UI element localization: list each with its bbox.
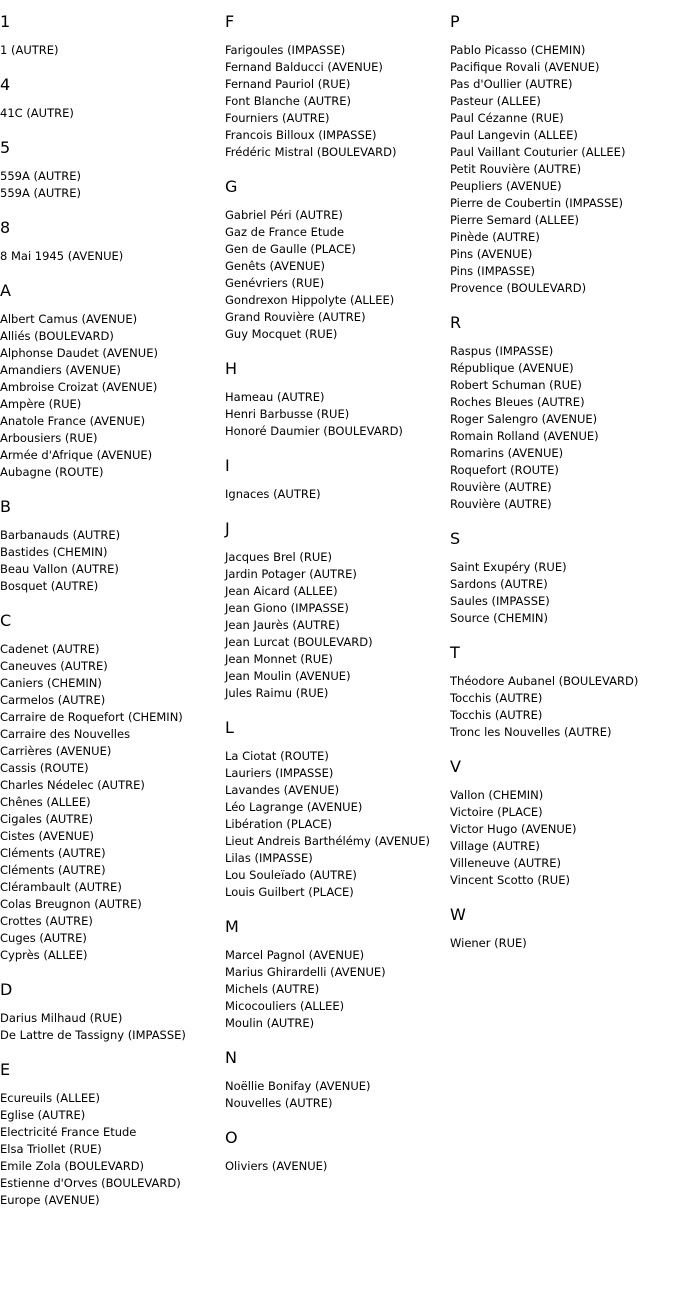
street-link[interactable]: Lilas (IMPASSE) bbox=[225, 851, 313, 865]
street-link[interactable]: Marius Ghirardelli (AVENUE) bbox=[225, 965, 386, 979]
street-link[interactable]: Honoré Daumier (BOULEVARD) bbox=[225, 424, 403, 438]
street-link[interactable]: Cistes (AVENUE) bbox=[0, 829, 94, 843]
letter-section bbox=[225, 1048, 450, 1112]
letter-heading: O bbox=[225, 1128, 238, 1147]
street-link[interactable]: Armée d'Afrique (AVENUE) bbox=[0, 448, 153, 462]
street-link[interactable]: Louis Guilbert (PLACE) bbox=[225, 885, 354, 899]
street-index-column-2 bbox=[225, 12, 450, 1191]
letter-heading: N bbox=[225, 1048, 237, 1067]
street-link[interactable]: 1 (AUTRE) bbox=[0, 43, 59, 57]
street-link[interactable]: Jacques Brel (RUE) bbox=[225, 550, 333, 564]
street-link[interactable]: De Lattre de Tassigny (IMPASSE) bbox=[0, 1028, 186, 1042]
letter-section bbox=[450, 529, 675, 627]
street-link[interactable]: Grand Rouvière (AUTRE) bbox=[225, 310, 366, 324]
street-link[interactable]: Rouvière (AUTRE) bbox=[450, 497, 552, 511]
street-link[interactable]: Pinède (AUTRE) bbox=[450, 230, 540, 244]
letter-section bbox=[0, 1060, 225, 1209]
street-link[interactable]: Carmelos (AUTRE) bbox=[0, 693, 106, 707]
letter-section bbox=[0, 611, 225, 964]
street-link[interactable]: Rouvière (AUTRE) bbox=[450, 480, 552, 494]
letter-section bbox=[450, 313, 675, 513]
street-link[interactable]: Anatole France (AVENUE) bbox=[0, 414, 146, 428]
street-link[interactable]: Tronc les Nouvelles (AUTRE) bbox=[450, 725, 612, 739]
street-link[interactable]: Léo Lagrange (AVENUE) bbox=[225, 800, 363, 814]
street-link[interactable]: Clérambault (AUTRE) bbox=[0, 880, 122, 894]
letter-heading: P bbox=[450, 12, 460, 31]
letter-section bbox=[0, 218, 225, 265]
letter-heading: A bbox=[0, 281, 11, 300]
letter-section bbox=[0, 12, 225, 59]
street-link[interactable]: Pins (AVENUE) bbox=[450, 247, 533, 261]
letter-heading: W bbox=[450, 905, 466, 924]
street-link[interactable]: 41C (AUTRE) bbox=[0, 106, 74, 120]
street-link[interactable]: Crottes (AUTRE) bbox=[0, 914, 93, 928]
street-link[interactable]: Pasteur (ALLEE) bbox=[450, 94, 541, 108]
letter-section bbox=[0, 75, 225, 122]
street-link[interactable]: Frédéric Mistral (BOULEVARD) bbox=[225, 145, 397, 159]
letter-heading: 5 bbox=[0, 138, 11, 157]
street-link[interactable]: Jean Lurcat (BOULEVARD) bbox=[225, 635, 373, 649]
street-link[interactable]: Ambroise Croizat (AVENUE) bbox=[0, 380, 158, 394]
street-link[interactable]: Colas Breugnon (AUTRE) bbox=[0, 897, 142, 911]
street-link[interactable]: Gondrexon Hippolyte (ALLEE) bbox=[225, 293, 395, 307]
street-link[interactable]: Jean Giono (IMPASSE) bbox=[225, 601, 349, 615]
street-link[interactable]: Ampère (RUE) bbox=[0, 397, 82, 411]
street-link[interactable]: Cuges (AUTRE) bbox=[0, 931, 87, 945]
street-link[interactable]: Estienne d'Orves (BOULEVARD) bbox=[0, 1176, 181, 1190]
street-link[interactable]: Alliés (BOULEVARD) bbox=[0, 329, 114, 343]
street-link[interactable]: Jardin Potager (AUTRE) bbox=[225, 567, 357, 581]
street-link[interactable]: Saules (IMPASSE) bbox=[450, 594, 550, 608]
letter-heading: F bbox=[225, 12, 235, 31]
street-link[interactable]: Jean Monnet (RUE) bbox=[225, 652, 333, 666]
letter-section bbox=[0, 497, 225, 595]
street-link[interactable]: La Ciotat (ROUTE) bbox=[225, 749, 329, 763]
letter-section bbox=[0, 138, 225, 202]
street-link[interactable]: Roger Salengro (AVENUE) bbox=[450, 412, 598, 426]
letter-heading: L bbox=[225, 718, 234, 737]
street-link[interactable]: Chênes (ALLEE) bbox=[0, 795, 91, 809]
street-link[interactable]: Lavandes (AVENUE) bbox=[225, 783, 340, 797]
street-link[interactable]: Arbousiers (RUE) bbox=[0, 431, 98, 445]
street-link[interactable]: Eglise (AUTRE) bbox=[0, 1108, 86, 1122]
street-index-column-3 bbox=[450, 12, 675, 968]
street-link[interactable]: République (AVENUE) bbox=[450, 361, 574, 375]
letter-section bbox=[450, 643, 675, 741]
street-link[interactable]: Albert Camus (AVENUE) bbox=[0, 312, 138, 326]
letter-section bbox=[0, 980, 225, 1044]
street-link[interactable]: Barbanauds (AUTRE) bbox=[0, 528, 121, 542]
letter-heading: B bbox=[0, 497, 11, 516]
street-link[interactable]: Pierre Semard (ALLEE) bbox=[450, 213, 579, 227]
street-link[interactable]: Micocouliers (ALLEE) bbox=[225, 999, 345, 1013]
street-link[interactable]: Ecureuils (ALLEE) bbox=[0, 1091, 100, 1105]
street-link[interactable]: Bosquet (AUTRE) bbox=[0, 579, 99, 593]
letter-section bbox=[225, 456, 450, 503]
street-link[interactable]: Caneuves (AUTRE) bbox=[0, 659, 108, 673]
letter-section bbox=[225, 1128, 450, 1175]
street-link[interactable]: Cigales (AUTRE) bbox=[0, 812, 94, 826]
street-link[interactable]: Europe (AVENUE) bbox=[0, 1193, 100, 1207]
letter-heading: V bbox=[450, 757, 461, 776]
street-link[interactable]: Petit Rouvière (AUTRE) bbox=[450, 162, 582, 176]
street-link[interactable]: Pins (IMPASSE) bbox=[450, 264, 536, 278]
street-link[interactable]: Caniers (CHEMIN) bbox=[0, 676, 102, 690]
street-index-column-1 bbox=[0, 12, 225, 1225]
street-link[interactable]: Aubagne (ROUTE) bbox=[0, 465, 104, 479]
street-link[interactable]: Guy Mocquet (RUE) bbox=[225, 327, 338, 341]
letter-section bbox=[450, 757, 675, 889]
letter-heading: E bbox=[0, 1060, 11, 1079]
letter-section bbox=[225, 917, 450, 1032]
street-link[interactable]: Pablo Picasso (CHEMIN) bbox=[450, 43, 586, 57]
street-link[interactable]: Moulin (AUTRE) bbox=[225, 1016, 315, 1030]
street-link[interactable]: Romain Rolland (AVENUE) bbox=[450, 429, 599, 443]
street-link[interactable]: Wiener (RUE) bbox=[450, 936, 527, 950]
street-link[interactable]: Victoire (PLACE) bbox=[450, 805, 543, 819]
street-link[interactable]: Jules Raimu (RUE) bbox=[225, 686, 329, 700]
letter-heading: J bbox=[225, 519, 230, 538]
street-link[interactable]: Farigoules (IMPASSE) bbox=[225, 43, 346, 57]
letter-heading: H bbox=[225, 359, 238, 378]
street-link[interactable]: Cassis (ROUTE) bbox=[0, 761, 89, 775]
street-link[interactable]: Lauriers (IMPASSE) bbox=[225, 766, 334, 780]
street-link[interactable]: Francois Billoux (IMPASSE) bbox=[225, 128, 377, 142]
letter-section bbox=[225, 177, 450, 343]
street-link[interactable]: Cadenet (AUTRE) bbox=[0, 642, 100, 656]
street-link[interactable]: Genévriers (RUE) bbox=[225, 276, 325, 290]
letter-heading: 1 bbox=[0, 12, 11, 31]
street-link[interactable]: Fernand Balducci (AVENUE) bbox=[225, 60, 383, 74]
street-link[interactable]: Nouvelles (AUTRE) bbox=[225, 1096, 333, 1110]
street-link[interactable]: Cléments (AUTRE) bbox=[0, 846, 106, 860]
letter-section bbox=[225, 12, 450, 161]
street-link[interactable]: Genêts (AVENUE) bbox=[225, 259, 326, 273]
street-link[interactable]: Gabriel Péri (AUTRE) bbox=[225, 208, 343, 222]
street-link[interactable]: Provence (BOULEVARD) bbox=[450, 281, 587, 295]
street-link[interactable]: Robert Schuman (RUE) bbox=[450, 378, 582, 392]
street-link[interactable]: Beau Vallon (AUTRE) bbox=[0, 562, 119, 576]
street-link[interactable]: Gen de Gaulle (PLACE) bbox=[225, 242, 356, 256]
street-link[interactable]: Alphonse Daudet (AVENUE) bbox=[0, 346, 158, 360]
street-link[interactable]: Jean Moulin (AVENUE) bbox=[225, 669, 351, 683]
street-link[interactable]: Saint Exupéry (RUE) bbox=[450, 560, 567, 574]
street-link[interactable]: Hameau (AUTRE) bbox=[225, 390, 325, 404]
letter-heading: 8 bbox=[0, 218, 11, 237]
street-link[interactable]: Lou Souleïado (AUTRE) bbox=[225, 868, 357, 882]
street-link[interactable]: Noëllie Bonifay (AVENUE) bbox=[225, 1079, 371, 1093]
street-link[interactable]: Paul Cézanne (RUE) bbox=[450, 111, 564, 125]
letter-section bbox=[225, 519, 450, 702]
street-link[interactable]: Amandiers (AVENUE) bbox=[0, 363, 121, 377]
street-link[interactable]: Pas d'Oullier (AUTRE) bbox=[450, 77, 573, 91]
letter-section bbox=[450, 905, 675, 952]
street-link[interactable]: Jean Aicard (ALLEE) bbox=[225, 584, 338, 598]
letter-section bbox=[450, 12, 675, 297]
street-link[interactable]: Michels (AUTRE) bbox=[225, 982, 320, 996]
letter-section bbox=[0, 281, 225, 481]
street-link[interactable]: Bastides (CHEMIN) bbox=[0, 545, 108, 559]
street-link[interactable]: Roquefort (ROUTE) bbox=[450, 463, 559, 477]
street-link[interactable]: Elsa Triollet (RUE) bbox=[0, 1142, 102, 1156]
street-link[interactable]: Peupliers (AVENUE) bbox=[450, 179, 562, 193]
street-link[interactable]: Carrières (AVENUE) bbox=[0, 744, 112, 758]
street-link[interactable]: 559A (AUTRE) bbox=[0, 169, 82, 183]
street-link[interactable]: Vallon (CHEMIN) bbox=[450, 788, 544, 802]
street-link[interactable]: Pacifique Rovali (AVENUE) bbox=[450, 60, 600, 74]
street-link[interactable]: Gaz de France Etude bbox=[225, 225, 345, 239]
street-link[interactable]: Roches Bleues (AUTRE) bbox=[450, 395, 585, 409]
street-link[interactable]: Fernand Pauriol (RUE) bbox=[225, 77, 351, 91]
letter-section bbox=[225, 359, 450, 440]
street-link[interactable]: Cléments (AUTRE) bbox=[0, 863, 106, 877]
street-link[interactable]: Romarins (AVENUE) bbox=[450, 446, 564, 460]
street-link[interactable]: Fourniers (AUTRE) bbox=[225, 111, 330, 125]
street-link[interactable]: Darius Milhaud (RUE) bbox=[0, 1011, 123, 1025]
street-link[interactable]: Electricité France Etude bbox=[0, 1125, 137, 1139]
street-link[interactable]: 559A (AUTRE) bbox=[0, 186, 82, 200]
letter-heading: G bbox=[225, 177, 238, 196]
letter-heading: R bbox=[450, 313, 462, 332]
letter-heading: M bbox=[225, 917, 239, 936]
street-link[interactable]: Ignaces (AUTRE) bbox=[225, 487, 321, 501]
street-link[interactable]: Tocchis (AUTRE) bbox=[450, 691, 543, 705]
letter-heading: 4 bbox=[0, 75, 11, 94]
street-link[interactable]: Vincent Scotto (RUE) bbox=[450, 873, 570, 887]
street-link[interactable]: Paul Vaillant Couturier (ALLEE) bbox=[450, 145, 626, 159]
street-link[interactable]: Libération (PLACE) bbox=[225, 817, 332, 831]
street-link[interactable]: Village (AUTRE) bbox=[450, 839, 540, 853]
street-link[interactable]: Villeneuve (AUTRE) bbox=[450, 856, 562, 870]
street-link[interactable]: Font Blanche (AUTRE) bbox=[225, 94, 351, 108]
street-link[interactable]: Paul Langevin (ALLEE) bbox=[450, 128, 578, 142]
letter-heading: D bbox=[0, 980, 13, 999]
letter-section bbox=[225, 718, 450, 901]
street-link[interactable]: Tocchis (AUTRE) bbox=[450, 708, 543, 722]
street-link[interactable]: Emile Zola (BOULEVARD) bbox=[0, 1159, 145, 1173]
street-link[interactable]: 8 Mai 1945 (AVENUE) bbox=[0, 249, 124, 263]
street-link[interactable]: Pierre de Coubertin (IMPASSE) bbox=[450, 196, 624, 210]
street-link[interactable]: Victor Hugo (AVENUE) bbox=[450, 822, 577, 836]
street-link[interactable]: Henri Barbusse (RUE) bbox=[225, 407, 350, 421]
street-link[interactable]: Charles Nédelec (AUTRE) bbox=[0, 778, 145, 792]
street-link[interactable]: Cyprès (ALLEE) bbox=[0, 948, 88, 962]
street-link[interactable]: Carraire des Nouvelles bbox=[0, 727, 131, 741]
letter-heading: C bbox=[0, 611, 12, 630]
street-link[interactable]: Théodore Aubanel (BOULEVARD) bbox=[450, 674, 639, 688]
street-link[interactable]: Lieut Andreis Barthélémy (AVENUE) bbox=[225, 834, 430, 848]
letter-heading: I bbox=[225, 456, 230, 475]
letter-heading: S bbox=[450, 529, 461, 548]
street-link[interactable]: Marcel Pagnol (AVENUE) bbox=[225, 948, 365, 962]
street-link[interactable]: Sardons (AUTRE) bbox=[450, 577, 548, 591]
street-link[interactable]: Source (CHEMIN) bbox=[450, 611, 548, 625]
street-link[interactable]: Oliviers (AVENUE) bbox=[225, 1159, 328, 1173]
street-link[interactable]: Raspus (IMPASSE) bbox=[450, 344, 554, 358]
street-link[interactable]: Carraire de Roquefort (CHEMIN) bbox=[0, 710, 183, 724]
street-link[interactable]: Jean Jaurès (AUTRE) bbox=[225, 618, 340, 632]
letter-heading: T bbox=[450, 643, 460, 662]
